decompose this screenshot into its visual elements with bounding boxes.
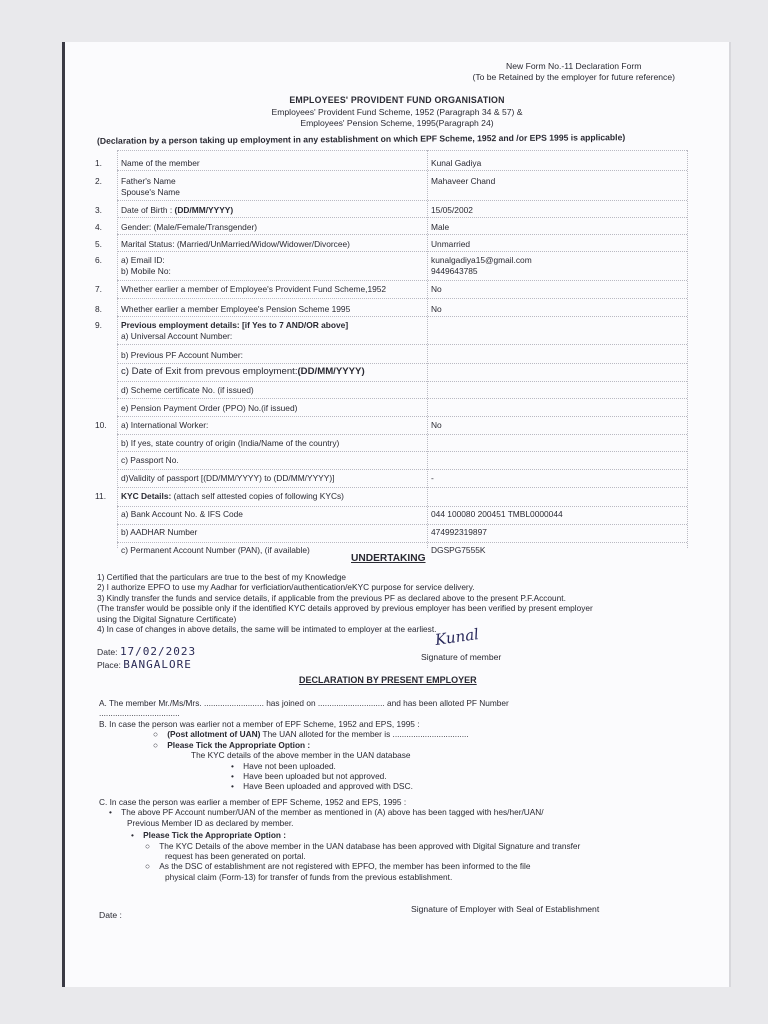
employer-title: DECLARATION BY PRESENT EMPLOYER	[299, 675, 477, 685]
form-header	[472, 61, 675, 83]
place-field: Place: BANGALORE	[97, 658, 192, 671]
employer-section-c: C. In case the person was earlier a member of EPF Scheme, 1952 and EPS, 1995 : • The above PF Account number/UAN of the member as mentioned in (A) above has been tagged with hes/her/UAN/ Previous Member ID as declared by member. • Please Tick the Appropriate Option : ○ The KYC Details of the above member in the UAN database has been approved with Digital Signature and transfer request has been generated on portal. ○ As the DSC of establishment are not registered with EPFO, the member has been informed to the file physical claim (Form-13) for transfer of funds from the previous establishment.	[99, 797, 581, 882]
date-field: Date: 17/02/2023	[97, 645, 197, 658]
employer-signature-label: Signature of Employer with Seal of Establishment	[411, 904, 600, 914]
scheme-line-2: Employees' Pension Scheme, 1995(Paragraph 24)	[300, 118, 494, 128]
declaration-intro: (Declaration by a person taking up employment in any establishment on which EPF Scheme, 1952 and /or EPS 1995 is applicable)	[96, 132, 626, 146]
org-name: EMPLOYEES' PROVIDENT FUND ORGANISATION	[289, 95, 505, 105]
signature-label: Signature of member	[421, 652, 502, 662]
member-signature: Kunal	[433, 625, 480, 649]
scheme-line-1: Employees' Provident Fund Scheme, 1952 (Paragraph 34 & 57) &	[271, 107, 523, 117]
undertaking-text: 1) Certified that the particulars are true to the best of my Knowledge 2) I authorize EPFO to use my Aadhar for verficiation/authentication/eKYC purpose for service delivery. 3) Kindly transfer the funds and service details, if applicable from the previous PF as declared above to the present P.F.Account. (The transfer would be possible only if the identified KYC details approved by previous employer has been verified by present employer using the Digital Signature Certificate) 4) In case of changes in above details, the same will be intimated to employer at the earliest.	[97, 572, 593, 635]
form-title: New Form No.-11 Declaration Form	[505, 61, 642, 71]
employer-date-label: Date :	[99, 910, 122, 920]
form-subtitle: (To be Retained by the employer for future reference)	[472, 72, 675, 82]
undertaking-title: UNDERTAKING	[351, 553, 426, 564]
form-sheet: New Form No.-11 Declaration Form (To be Retained by the employer for future reference) EMPLOYEES' PROVIDENT FUND ORGANISATION Employees' Provident Fund Scheme, 1952 (Paragraph 34 & 57) & Employees' Pension Scheme, 1995(Paragraph 24) (Declaration by a person taking up employment in any establishment on which EPF Scheme, 1952 and /or EPS 1995 is applicable) 1. Name of the member Kunal Gadiya 2. Father's Name Spouse's Name Mahaveer Chand 3. Date of Birth : (DD/MM/YYYY) 15/05/2002 4. Gender: (Male/Female/Transgender) Male 5. Marital Status: (Married/UnMarried/Widow/Widower/Divorcee) Unmarried 6. a) Email ID: b) Mobile No: kunalgadiya15@gmail.com 9449643785 7. Whether earlier a member of Employee's Provident Fund Scheme,1952 No 8. Whether earlier a member Employee's Pension Scheme 1995 No 9. Previous employment details: [if Yes to 7 AND/OR above] a) Universal Account Number: b) Previous PF Account Number: c) Date of Exit from prevous employment:(DD/MM/YYYY) d) Scheme certificate No. (if issued) e) Pension Payment Order (PPO) No.(if issued) 10. a) International Worker: No b) If yes, state country of origin (India/Name of the country) c) Passport No. d)Validity of passport [(DD/MM/YYYY) to (DD/MM/YYYY)] - 11. KYC Details: (attach self attested copies of following KYCs) a) Bank Account No. & IFS Code 044 100080 200451 TMBL0000044 b) AADHAR Number 474992319897 c) Permanent Account Number (PAN), (if available) DGSPG7555K UNDERTAKING 1) Certified that the particulars are true to the best of my Knowledge 2) I authorize EPFO to use my Aadhar for verficiation/authentication/eKYC purpose for service delivery. 3) Kindly transfer the funds and service details, if applicable from the previous PF as declared above to the present P.F.Account. (The transfer would be possible only if the identified KYC details approved by previous employer has been verified by present employer using the Digital Signature Certificate) 4) In case of changes in above details, the same will be intimated to employer at the earliest. Kunal Date: 17/02/2023 Place: BANGALORE Signature of member DECLARATION BY PRESENT EMPLOYER A. The member Mr./Ms/Mrs. .......................... has joined on ............................. and has been alloted PF Number ................................... B. In case the person was earlier not a member of EPF Scheme, 1952 and EPS, 1995 : ○ (Post allotment of UAN) The UAN alloted for the member is ................................. ○ Please Tick the Appropriate Option : The KYC details of the above member in the UAN database • Have not been uploaded. • Have been uploaded but not approved. • Have Been uploaded and approved with DSC. C. In case the person was earlier a member of EPF Scheme, 1952 and EPS, 1995 : • The above PF Account number/UAN of the member as mentioned in (A) above has been tagged with hes/her/UAN/ Previous Member ID as declared by member. • Please Tick the Appropriate Option : ○ The KYC Details of the above member in the UAN database has been approved with Digital Signature and transfer request has been generated on portal. ○ As the DSC of establishment are not registered with EPFO, the member has been informed to the file physical claim (Form-13) for transfer of funds from the previous establishment. Date : Signature of Employer with Seal of Establishment	[62, 42, 729, 987]
employer-section-b: B. In case the person was earlier not a member of EPF Scheme, 1952 and EPS, 1995 : ○ (Post allotment of UAN) The UAN alloted for the member is ................................. ○ Please Tick the Appropriate Option : The KYC details of the above member in the UAN database • Have not been uploaded. • Have been uploaded but not approved. • Have Been uploaded and approved with DSC.	[99, 719, 469, 792]
employer-section-a: A. The member Mr./Ms/Mrs. .......................... has joined on ............................. and has been alloted PF Number ...................................	[99, 698, 509, 719]
